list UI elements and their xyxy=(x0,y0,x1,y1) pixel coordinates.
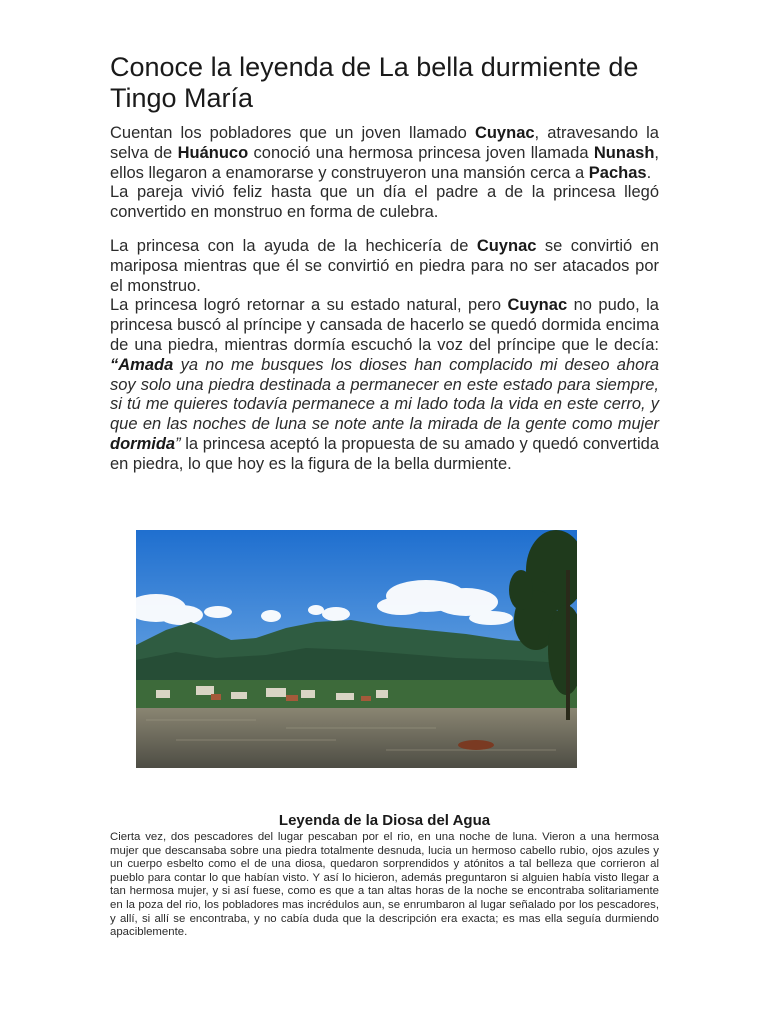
paragraph-2: La pareja vivió feliz hasta que un día el padre a de la princesa llegó convertido en monstruo en forma de culebra. xyxy=(110,183,659,222)
paragraph-3 xyxy=(110,237,659,296)
bold-name: Cuynac xyxy=(474,124,535,142)
text: la princesa aceptó la propuesta de su amado y quedó convertida en piedra, lo que hoy es la figura de la bella durmiente. xyxy=(110,434,659,473)
text: Cuentan los pobladores que un joven llamado xyxy=(110,124,475,142)
paragraph-1 xyxy=(110,124,659,183)
bold-name: Pachas xyxy=(588,163,647,182)
text: , ellos llegaron a enamorarse y construyeron una mansión cerca a xyxy=(110,143,659,182)
bold-name: Cuynac xyxy=(476,236,537,255)
bold-italic-quote: “Amada xyxy=(110,355,174,374)
text: , atravesando la selva de xyxy=(110,124,659,162)
page-title: Conoce la leyenda de La bella durmiente de Tingo María xyxy=(110,52,639,113)
section-body: Cierta vez, dos pescadores del lugar pescaban por el rio, en una noche de luna. Vieron a una hermosa mujer que descansaba sobre una piedra totalmente desnuda, lucia un hermoso cabello rubio, ojos azules y un cuerpo esbelto como el de una diosa, quedaron sorprendidos y atónitos a tal belleza que corrieron al pueblo para contar lo que habían visto. Y así lo hicieron, además preguntaron si alguien había visto llegar a tan hermosa mujer, y si así fuese, como es que a tan altas horas de la noche se encontraba solitariamente en la poza del rio, los pobladores mas incrédulos aun, se enrumbaron al lugar señalado por los pescadores, y allí, si allí se encontraba, y no cabía duda que la descripción era exacta; es mas ella seguía durmiendo apaciblemente. xyxy=(110,831,659,939)
text: conoció una hermosa princesa joven llamada xyxy=(248,143,594,162)
italic-quote: ya no me busques los dioses han complacido mi deseo ahora soy solo una piedra destinada a permanecer en este estado para siempre, si tú me quieres todavía permanece a mi lado toda la vida en este cerro, y que en las noches de luna se note ante la mirada de la gente como mujer xyxy=(110,355,659,434)
bold-italic-word: dormida xyxy=(110,434,176,453)
document-page xyxy=(110,52,659,475)
bold-name: Cuynac xyxy=(507,296,568,315)
italic-quote-end: ” xyxy=(175,434,181,453)
section-diosa-del-agua xyxy=(110,812,659,940)
section-heading: Leyenda de la Diosa del Agua xyxy=(278,812,491,829)
bold-name: Nunash xyxy=(593,143,655,162)
text: se convirtió en mariposa mientras que él se convirtió en piedra para no ser atacados por el monstruo. xyxy=(110,236,659,295)
bold-name: Huánuco xyxy=(177,143,249,162)
landscape-photo xyxy=(136,530,577,768)
text: . xyxy=(646,163,652,182)
text: La princesa con la ayuda de la hechicería de xyxy=(110,236,477,255)
paragraph-gap xyxy=(110,223,659,237)
paragraph-4 xyxy=(110,296,659,474)
text: La princesa logró retornar a su estado natural, pero xyxy=(110,296,508,315)
text: no pudo, la princesa buscó al príncipe y cansada de hacerlo se quedó dormida encima de una piedra, mientras dormía escuchó la voz del príncipe que le decía: xyxy=(110,296,659,354)
